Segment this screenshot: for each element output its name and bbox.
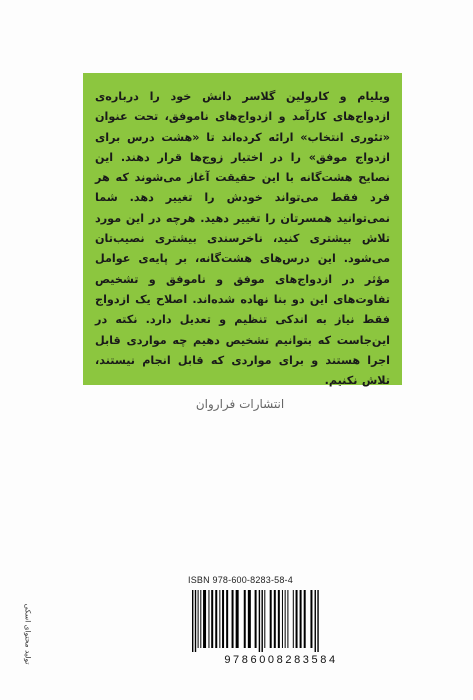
description-panel <box>83 73 402 388</box>
barcode-bar <box>287 590 288 648</box>
barcode-bar <box>304 590 306 648</box>
barcode-bar <box>198 590 199 648</box>
barcode-bar <box>219 590 220 648</box>
barcode-bar <box>285 590 286 648</box>
barcode-bar <box>226 590 228 648</box>
designer-credit <box>20 596 36 672</box>
barcode-bar <box>282 590 283 648</box>
barcode-bar <box>244 590 246 648</box>
barcode-bar <box>310 590 312 648</box>
barcode-bar <box>200 590 201 648</box>
barcode-bar <box>203 590 206 648</box>
barcode-bar <box>248 590 251 648</box>
barcode-bar <box>315 590 316 652</box>
barcode-bar <box>264 590 265 648</box>
barcode-bar <box>317 590 318 652</box>
barcode-bar <box>211 590 213 648</box>
barcode-icon <box>188 590 374 652</box>
book-description: ویلیام و کارولین گلاسر دانش خود را درباره‌ی ازدواج‌های کارآمد و ازدواج‌های ناموفق، تحت عنوان «تئوری انتخاب» ارائه کرده‌اند تا «هشت درس برای ازدواج موفق» را در اختیار زوج‌ها قرار دهند. این نصایح هشت‌گانه با این حقیقت آغاز می‌شوند که هر فرد فقط می‌تواند خودش را تغییر دهد. شما نمی‌توانید همسرتان را تغییر دهید. هرچه در این مورد تلاش بیشتری کنید، ناخرسندی بیشتری نصیب‌تان می‌شود. این درس‌های هشت‌گانه، بر پایه‌ی عوامل مؤثر در ازدواج‌های موفق و ناموفق و تشخیص تفاوت‌های این دو بنا نهاده شده‌اند. اصلاح یک ازدواج فقط نیاز به اندکی تنظیم و تعدیل دارد. نکته در این‌جاست که بتوانیم تشخیص دهیم چه مواردی قابل اجرا هستند و برای مواردی که قابل انجام نیستند، تلاش نکنیم. <box>95 90 390 388</box>
barcode-bar <box>296 590 298 648</box>
barcode-bar <box>215 590 217 648</box>
barcode-bar <box>195 590 196 652</box>
isbn-label: ISBN 978-600-8283-58-4 <box>188 575 293 585</box>
barcode-bar <box>293 590 294 648</box>
barcode-bar <box>222 590 224 648</box>
barcode-bar <box>208 590 209 648</box>
barcode-bar <box>262 590 263 652</box>
publisher-name: انتشارات فراروان <box>195 397 285 411</box>
barcode-bar <box>274 590 276 648</box>
barcode-number: 9786008283584 <box>224 654 338 666</box>
barcode-bar <box>278 590 280 648</box>
barcode-bar <box>259 590 260 652</box>
barcode-bar <box>232 590 234 648</box>
barcode-bar <box>192 590 193 652</box>
designer-credit-text: تولید محتوای اسکی <box>23 603 33 665</box>
barcode-bar <box>236 590 239 648</box>
barcode-bar <box>270 590 272 648</box>
barcode-bar <box>255 590 257 648</box>
barcode-bar <box>300 590 302 648</box>
